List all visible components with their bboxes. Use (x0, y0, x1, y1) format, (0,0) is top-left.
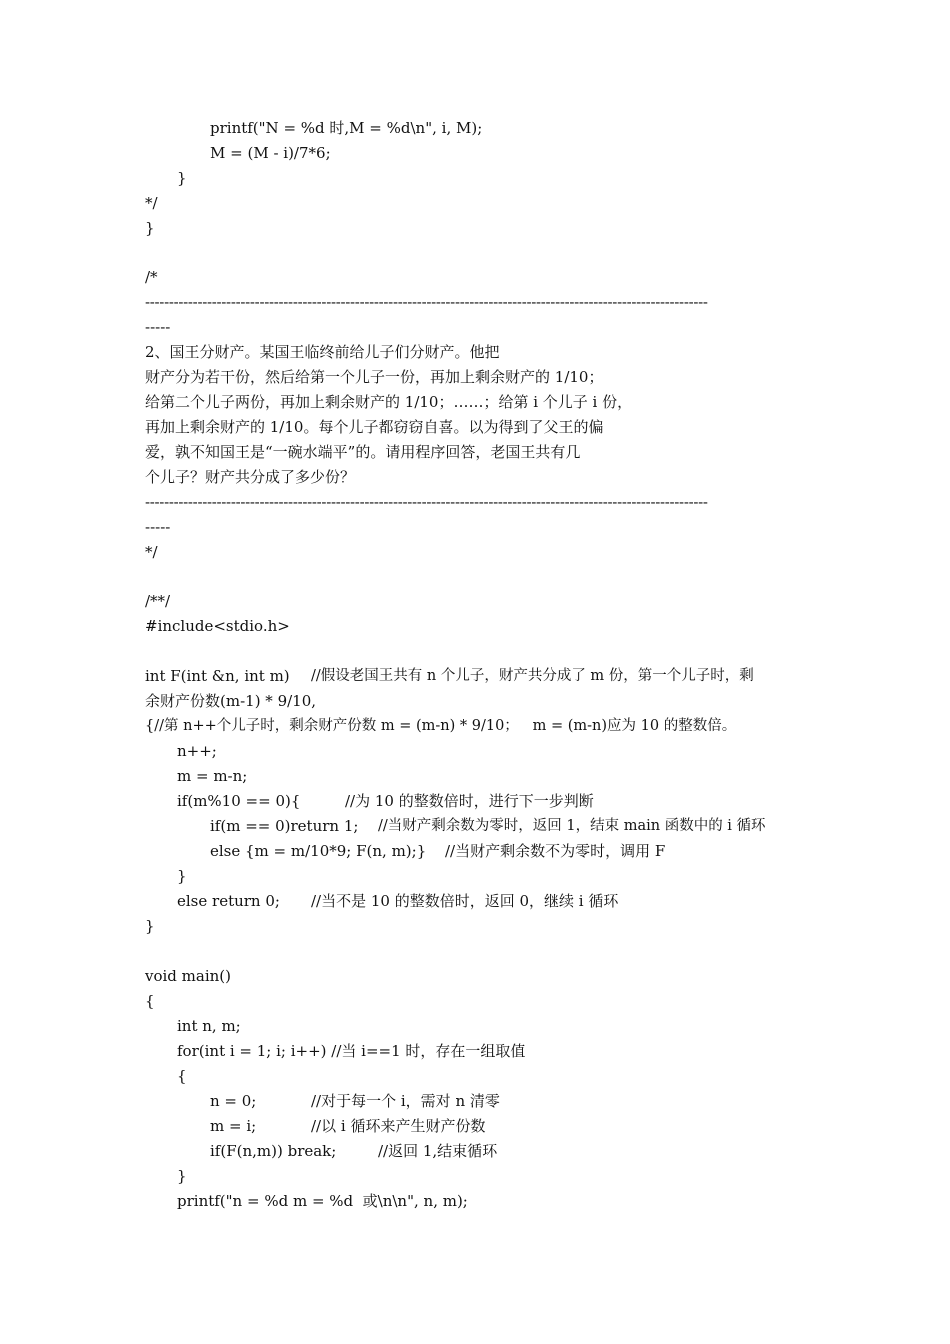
comment-close: */ (145, 543, 158, 561)
code-line: printf("N = %d 时,M = %d\n", i, M); (210, 119, 483, 137)
separator-line: ---------------------------------------------------------------------------------------------------------------------- (145, 293, 708, 311)
code-line: } (145, 917, 155, 935)
code-comment: //返回 1,结束循环 (378, 1142, 498, 1160)
problem-text: 2、国王分财产。某国王临终前给儿子们分财产。他把 (145, 343, 500, 361)
problem-text: 给第二个儿子两份，再加上剩余财产的 1/10；……；给第 i 个儿子 i 份， (145, 393, 633, 411)
code-line: /**/ (145, 592, 171, 610)
code-comment: //以 i 循环来产生财产份数 (311, 1117, 486, 1135)
code-line: int n, m; (177, 1017, 241, 1035)
code-line: void main() (145, 967, 232, 985)
code-line: if(F(n,m)) break; (210, 1142, 337, 1160)
code-line: { (177, 1067, 187, 1085)
code-line: { (145, 992, 155, 1010)
code-comment: //当财产剩余数为零时，返回 1，结束 main 函数中的 i 循环 (378, 818, 766, 834)
code-line: else return 0; (177, 892, 280, 910)
code-line: printf("n = %d m = %d 或\n\n", n, m); (177, 1192, 468, 1210)
code-line: } (145, 219, 155, 237)
code-line: */ (145, 194, 158, 212)
code-line: M = (M - i)/7*6; (210, 144, 331, 162)
code-line: for(int i = 1; i; i++) //当 i==1 时，存在一组取值 (177, 1042, 526, 1060)
code-line: if(m == 0)return 1; (210, 817, 359, 835)
code-line: int F(int &n, int m) (145, 667, 290, 685)
code-line: } (177, 867, 187, 885)
code-line: #include<stdio.h> (145, 617, 290, 635)
code-comment: //当不是 10 的整数倍时，返回 0，继续 i 循环 (311, 892, 619, 910)
separator-line: ---------------------------------------------------------------------------------------------------------------------- (145, 493, 708, 511)
comment-open: /* (145, 268, 158, 286)
problem-text: 个儿子？财产共分成了多少份？ (145, 468, 356, 486)
code-line: else {m = m/10*9; F(n, m);} (210, 842, 427, 860)
separator-line: ----- (145, 318, 171, 336)
code-line: m = m-n; (177, 767, 248, 785)
code-comment: //假设老国王共有 n 个儿子，财产共分成了 m 份，第一个儿子时，剩 (311, 668, 754, 684)
problem-text: 再加上剩余财产的 1/10。每个儿子都窃窃自喜。以为得到了父王的偏 (145, 418, 604, 436)
code-comment: //对于每一个 i，需对 n 清零 (311, 1092, 500, 1110)
code-line: 余财产份数(m-1) * 9/10, (145, 692, 317, 710)
code-line: m = i; (210, 1117, 257, 1135)
code-line: {//第 n++个儿子时，剩余财产份数 m = (m-n) * 9/10； m = (m-n)应为 10 的整数倍。 (145, 718, 737, 734)
code-comment: //为 10 的整数倍时，进行下一步判断 (345, 792, 594, 810)
code-line: } (177, 1167, 187, 1185)
code-line: n++; (177, 742, 217, 760)
code-comment: //当财产剩余数不为零时，调用 F (445, 842, 666, 860)
code-line: n = 0; (210, 1092, 257, 1110)
problem-text: 爱，孰不知国王是“一碗水端平”的。请用程序回答，老国王共有几 (145, 443, 581, 461)
separator-line: ----- (145, 518, 171, 536)
code-line: if(m%10 == 0){ (177, 792, 301, 810)
problem-text: 财产分为若干份，然后给第一个儿子一份，再加上剩余财产的 1/10； (145, 368, 604, 386)
code-line: } (177, 169, 187, 187)
